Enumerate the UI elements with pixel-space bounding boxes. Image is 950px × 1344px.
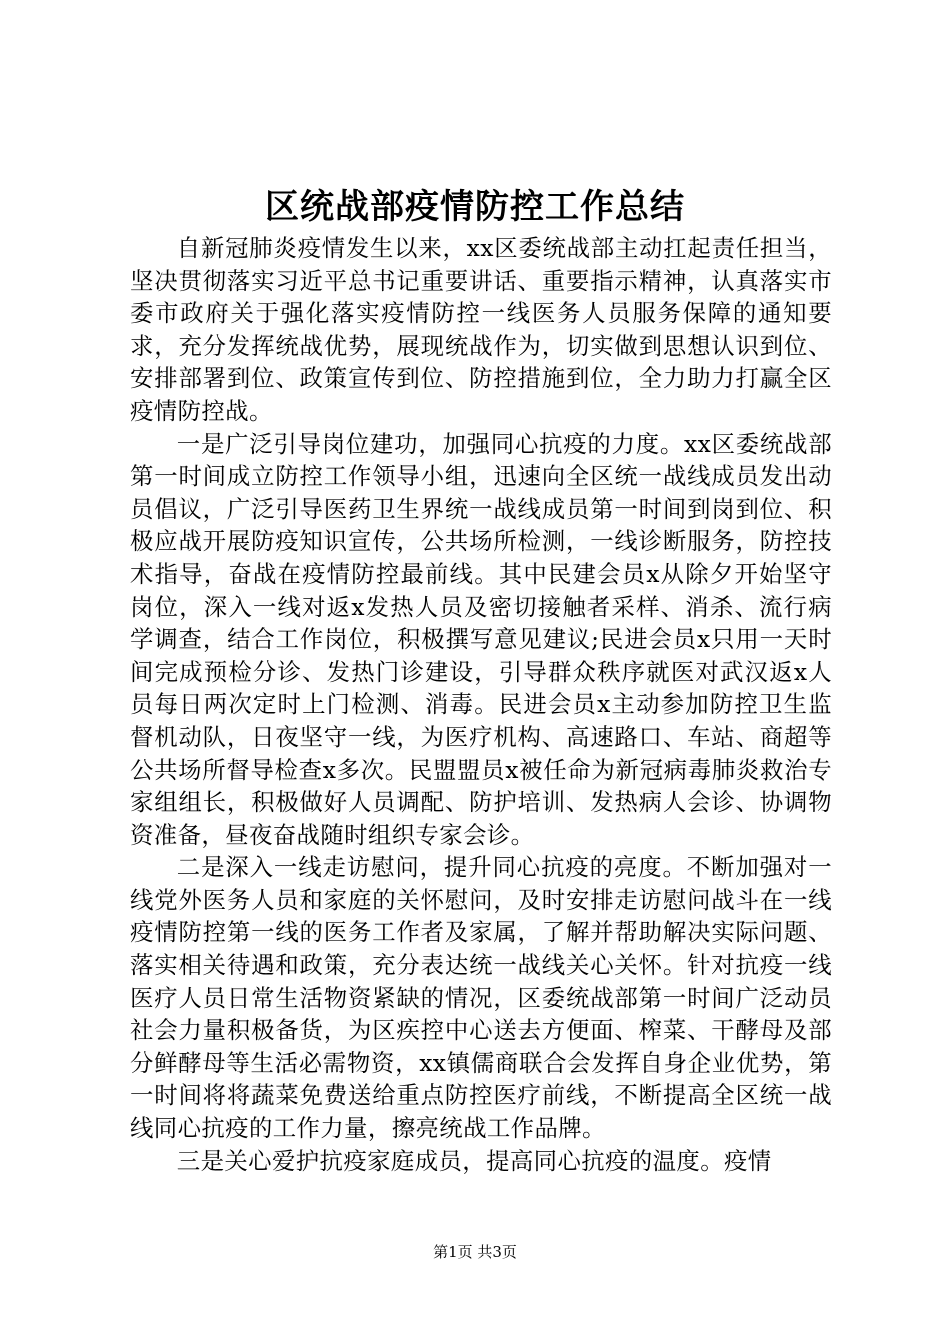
paragraph-section-2: 二是深入一线走访慰问，提升同心抗疫的亮度。不断加强对一线党外医务人员和家庭的关怀慰问，及时安排走访慰问战斗在一线疫情防控第一线的医务工作者及家属，了解并帮助解决实际问题、落实相关待遇和政策，充分表达统一战线关心关怀。针对抗疫一线医疗人员日常生活物资紧缺的情况，区委统战部第一时间广泛动员社会力量积极备货，为区疾控中心送去方便面、榨菜、干酵母及部分鲜酵母等生活必需物资，xx镇儒商联合会发挥自身企业优势，第一时间将将蔬菜免费送给重点防控医疗前线，不断提高全区统一战线同心抗疫的工作力量，擦亮统战工作品牌。 <box>130 853 832 1143</box>
paragraph-intro: 自新冠肺炎疫情发生以来，xx区委统战部主动扛起责任担当，坚决贯彻落实习近平总书记重要讲话、重要指示精神，认真落实市委市政府关于强化落实疫情防控一线医务人员服务保障的通知要求，充分发挥统战优势，展现统战作为，切实做到思想认识到位、安排部署到位、政策宣传到位、防控措施到位，全力助力打赢全区疫情防控战。 <box>130 234 832 425</box>
document-body <box>130 232 832 1177</box>
document-title: 区统战部疫情防控工作总结 <box>265 187 685 227</box>
page-number-footer: 第1页 共3页 <box>433 1243 517 1261</box>
paragraph-section-1: 一是广泛引导岗位建功，加强同心抗疫的力度。xx区委统战部第一时间成立防控工作领导小组，迅速向全区统一战线成员发出动员倡议，广泛引导医药卫生界统一战线成员第一时间到岗到位、积极应战开展防疫知识宣传，公共场所检测，一线诊断服务，防控技术指导，奋战在疫情防控最前线。其中民建会员x从除夕开始坚守岗位，深入一线对返x发热人员及密切接触者采样、消杀、流行病学调查，结合工作岗位，积极撰写意见建议;民进会员x只用一天时间完成预检分诊、发热门诊建设，引导群众秩序就医对武汉返x人员每日两次定时上门检测、消毒。民进会员x主动参加防控卫生监督机动队，日夜坚守一线，为医疗机构、高速路口、车站、商超等公共场所督导检查x多次。民盟盟员x被任命为新冠病毒肺炎救治专家组组长，积极做好人员调配、防护培训、发热病人会诊、协调物资准备，昼夜奋战随时组织专家会诊。 <box>130 429 832 849</box>
paragraph-section-3: 三是关心爱护抗疫家庭成员，提高同心抗疫的温度。疫情 <box>176 1146 772 1175</box>
